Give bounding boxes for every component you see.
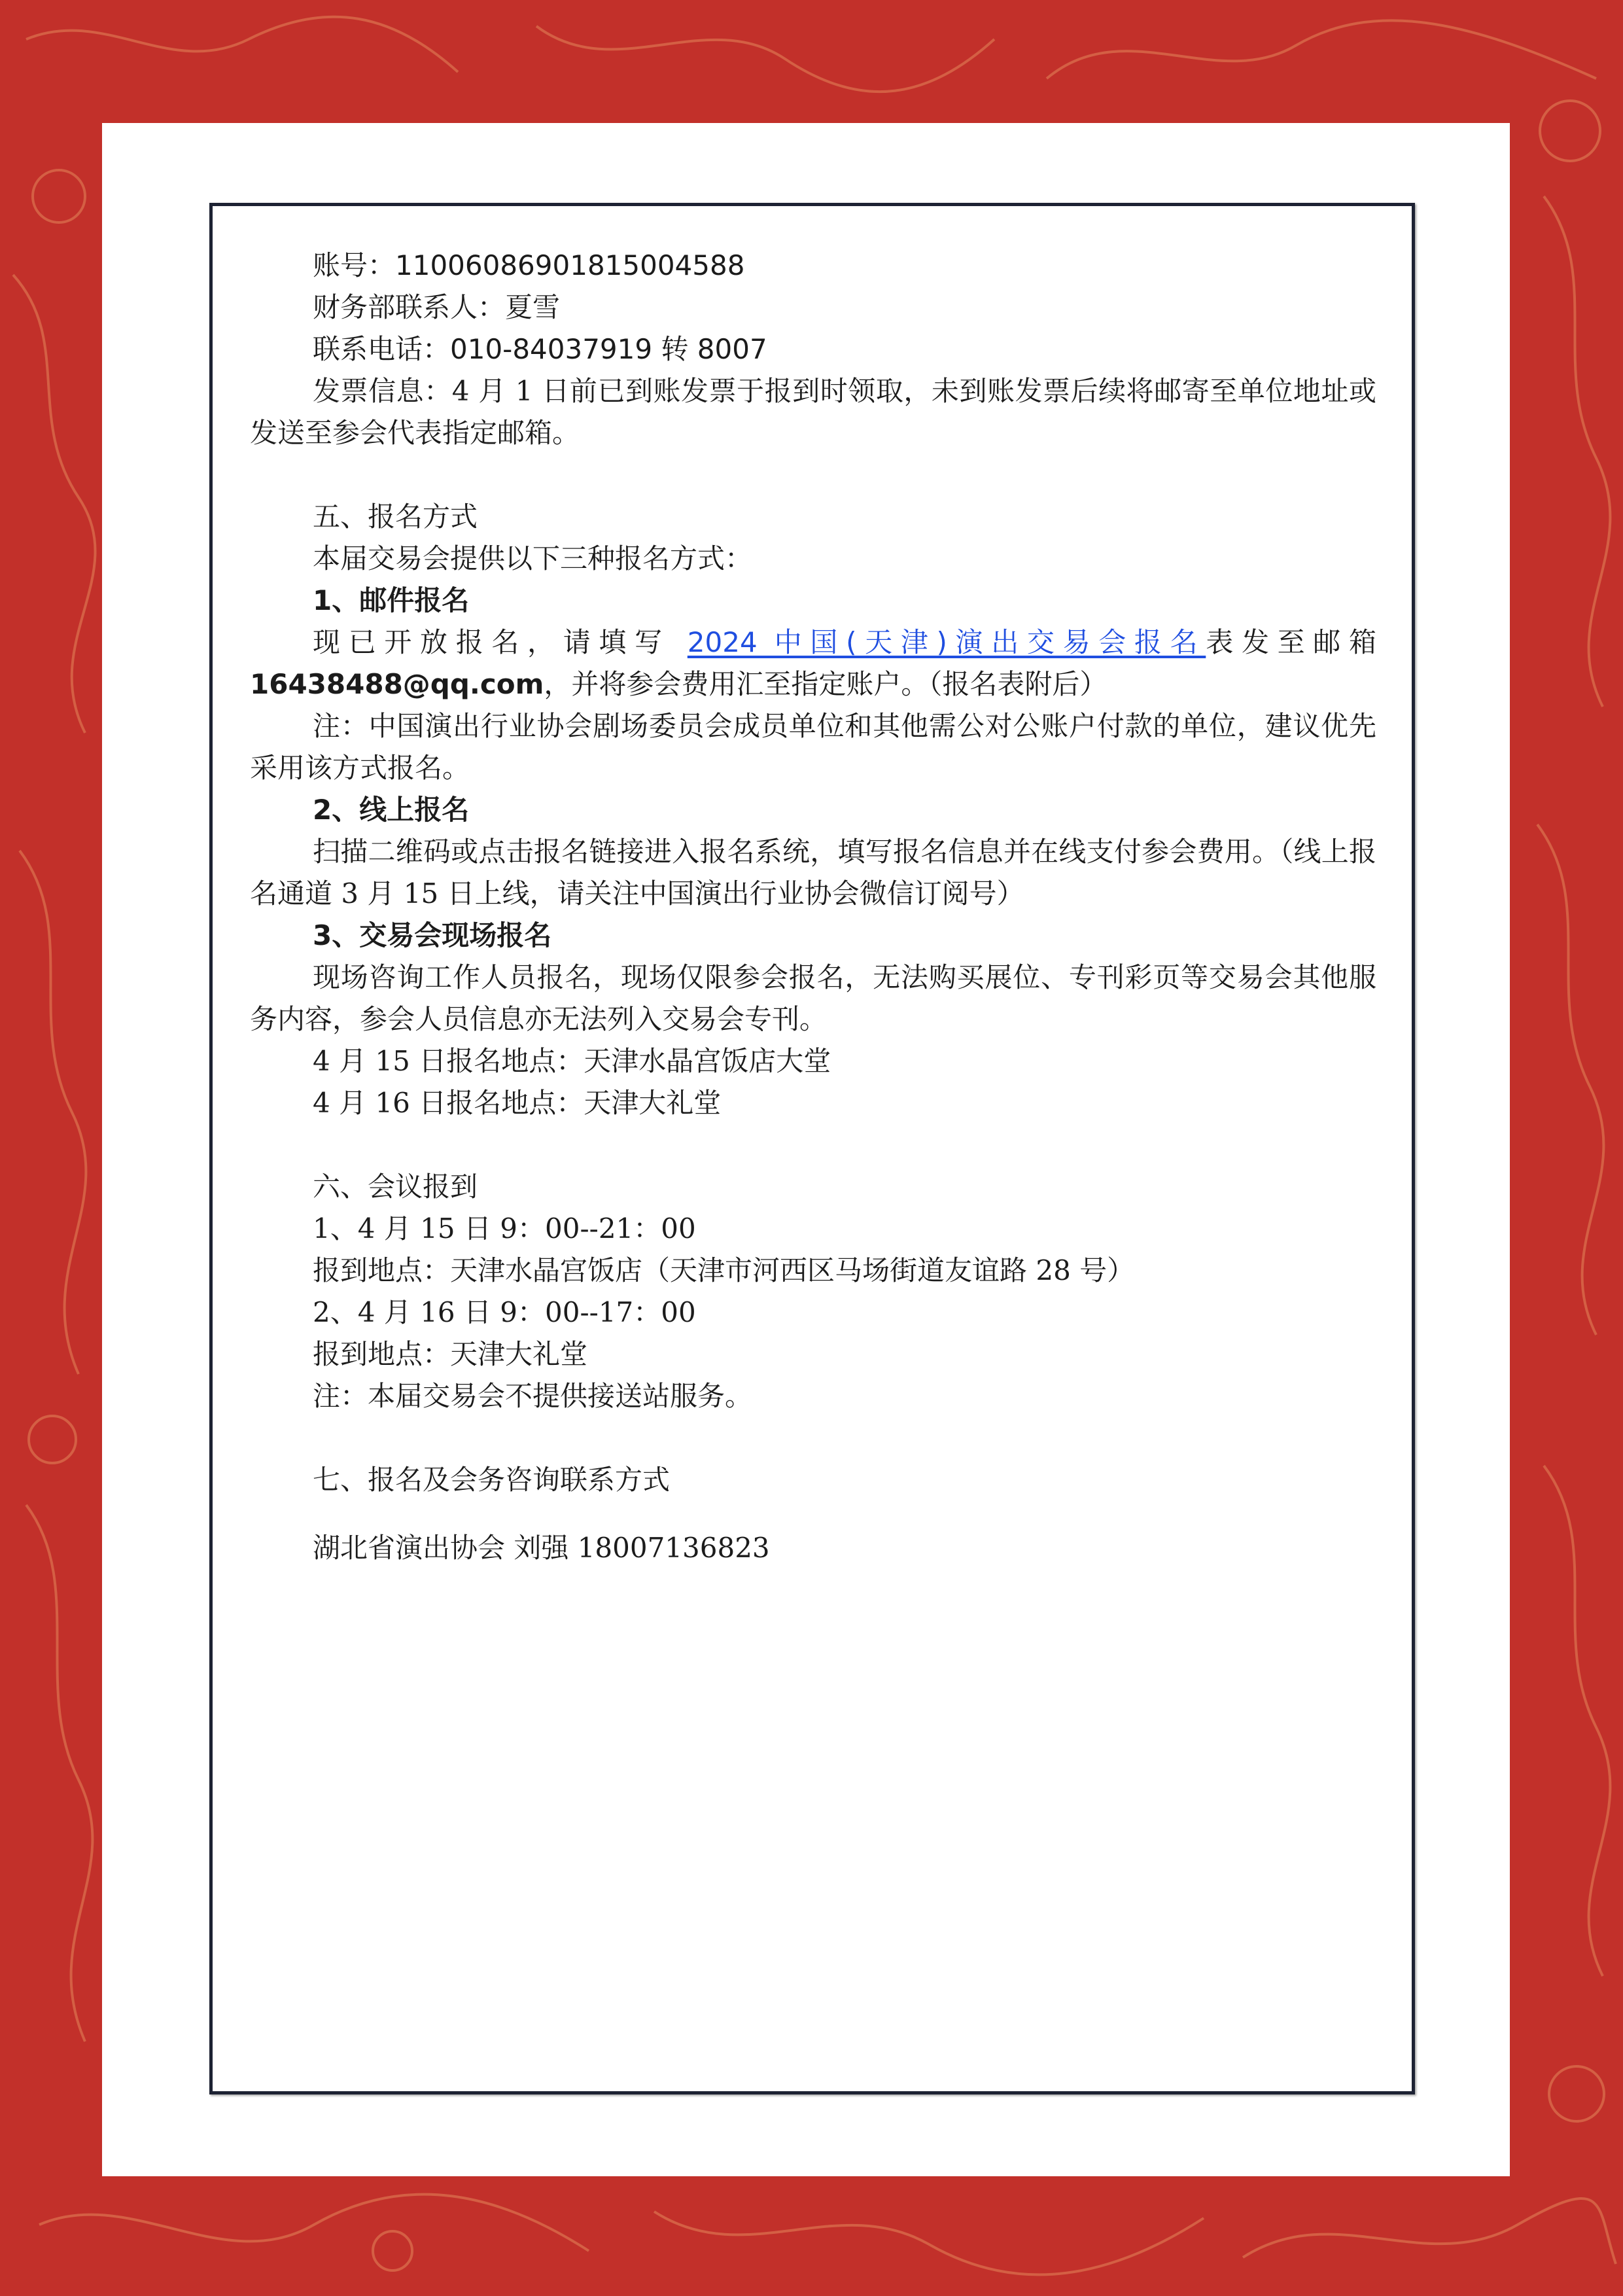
registration-email: 16438488@qq.com xyxy=(250,668,544,700)
method-1-title: 1、邮件报名 xyxy=(313,584,470,616)
method-1-note: 注：中国演出行业协会剧场委员会成员单位和其他需公对公账户付款的单位，建议优先采用该方式报名。 xyxy=(250,710,1376,784)
section-6-heading: 六、会议报到 xyxy=(313,1171,478,1203)
method-1-text-before: 现已开放报名，请填写 xyxy=(313,626,688,658)
method-1-text-after: 表发至邮箱 xyxy=(1206,626,1376,658)
consult-contact: 湖北省演出协会 刘强 18007136823 xyxy=(313,1532,770,1564)
invoice-info: 发票信息：4 月 1 日前已到账发票于报到时领取，未到账发票后续将邮寄至单位地址或发送至参会代表指定邮箱。 xyxy=(250,375,1376,449)
method-3-text: 现场咨询工作人员报名，现场仅限参会报名，无法购买展位、专刊彩页等交易会其他服务内容，参会人员信息亦无法列入交易会专刊。 xyxy=(250,961,1376,1035)
section-7-heading: 七、报名及会务咨询联系方式 xyxy=(313,1464,671,1496)
section-5-intro: 本届交易会提供以下三种报名方式： xyxy=(313,542,753,574)
checkin-note: 注：本届交易会不提供接送站服务。 xyxy=(313,1380,753,1412)
checkin-day-2-location: 报到地点：天津大礼堂 xyxy=(313,1338,588,1370)
method-3-location-2: 4 月 16 日报名地点：天津大礼堂 xyxy=(313,1087,722,1119)
method-2-text: 扫描二维码或点击报名链接进入报名系统，填写报名信息并在线支付参会费用。（线上报名通道 3 月 15 日上线，请关注中国演出行业协会微信订阅号） xyxy=(250,836,1376,910)
section-5-heading: 五、报名方式 xyxy=(313,501,478,533)
contact-phone: 联系电话：010-84037919 转 8007 xyxy=(313,333,767,365)
checkin-day-1-location: 报到地点：天津水晶宫饭店（天津市河西区马场街道友谊路 28 号） xyxy=(313,1254,1135,1286)
registration-form-link[interactable]: 2024 中国(天津)演出交易会报名 xyxy=(687,626,1206,658)
method-1-text xyxy=(250,622,1376,705)
method-3-title: 3、交易会现场报名 xyxy=(313,919,552,951)
document-body xyxy=(250,245,1376,1569)
checkin-day-2: 2、4 月 16 日 9：00--17：00 xyxy=(313,1296,696,1328)
method-3-location-1: 4 月 15 日报名地点：天津水晶宫饭店大堂 xyxy=(313,1045,831,1077)
account-number: 账号：11006086901815004588 xyxy=(313,249,745,281)
checkin-day-1: 1、4 月 15 日 9：00--21：00 xyxy=(313,1212,696,1245)
method-2-title: 2、线上报名 xyxy=(313,794,470,826)
method-1-text-end: ，并将参会费用汇至指定账户。（报名表附后） xyxy=(544,668,1108,700)
finance-contact: 财务部联系人：夏雪 xyxy=(313,291,561,323)
